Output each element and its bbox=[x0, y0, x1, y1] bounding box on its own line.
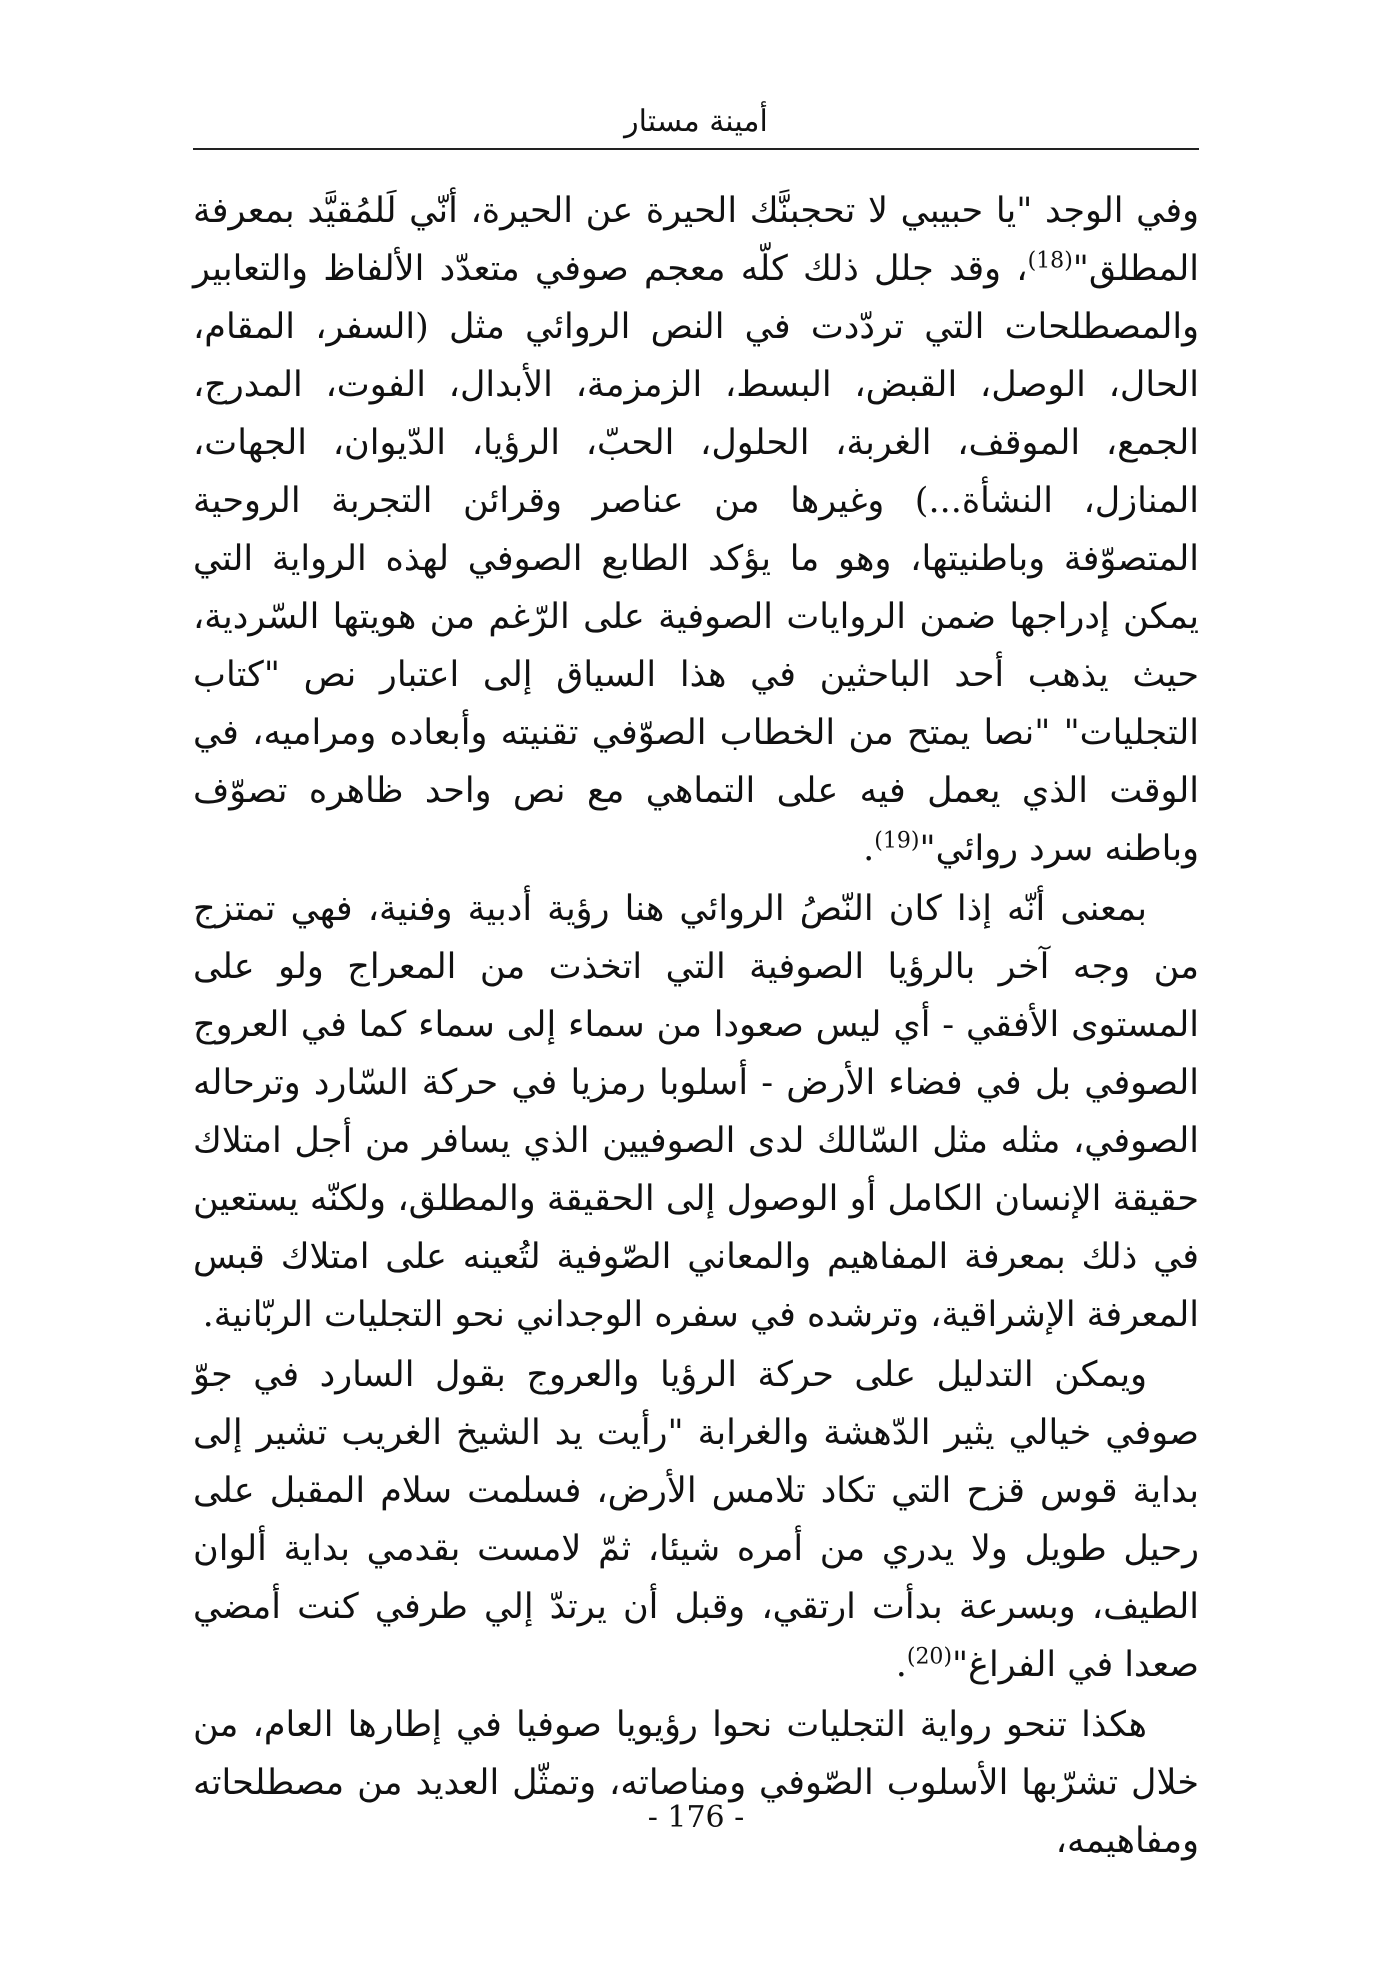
running-header: أمينة مستار bbox=[624, 104, 768, 139]
paragraph-1 bbox=[193, 182, 1199, 878]
paragraph-3-text-end: . bbox=[895, 1645, 907, 1685]
paragraph-1-text-start: وفي الوجد "يا حبيبي لا تحجبنَّك الحيرة عن الحيرة، أنّي لَلمُقيَّد بمعرفة المطلق" bbox=[193, 191, 1199, 289]
paragraph-4 bbox=[193, 1696, 1199, 1870]
paragraph-2-text: بمعنى أنّه إذا كان النّصُ الروائي هنا رؤية أدبية وفنية، فهي تمتزج من وجه آخر بالرؤيا الصوفية التي اتخذت من المعراج ولو على المستوى الأفقي - أي ليس صعودا من سماء إلى سماء كما في العروج الصوفي بل في فضاء الأرض - أسلوبا رمزيا في حركة السّارد وترحاله الصوفي، مثله مثل السّالك لدى الصوفيين الذي يسافر من أجل امتلاك حقيقة الإنسان الكامل أو الوصول إلى الحقيقة والمطلق، ولكنّه يستعين في ذلك بمعرفة المفاهيم والمعاني الصّوفية لتُعينه على امتلاك قبس المعرفة الإشراقية، وترشده في سفره الوجداني نحو التجليات الربّانية. bbox=[193, 889, 1199, 1335]
paragraph-1-text-middle: ، وقد جلل ذلك كلّه معجم صوفي متعدّد الألفاظ والتعابير والمصطلحات التي تردّدت في النص الروائي مثل (السفر، المقام، الحال، الوصل، القبض، البسط، الزمزمة، الأبدال، الفوت، المدرج، الجمع، الموقف، الغربة، الحلول، الحبّ، الرؤيا، الدّيوان، الجهات، المنازل، النشأة...) وغيرها من عناصر وقرائن التجربة الروحية المتصوّفة وباطنيتها، وهو ما يؤكد الطابع الصوفي لهذه الرواية التي يمكن إدراجها ضمن الروايات الصوفية على الرّغم من هويتها السّردية، حيث يذهب أحد الباحثين في هذا السياق إلى اعتبار نص "كتاب التجليات" "نصا يمتح من الخطاب الصوّفي تقنيته وأبعاده ومراميه، في الوقت الذي يعمل فيه على التماهي مع نص واحد ظاهره تصوّف وباطنه سرد روائي" bbox=[193, 249, 1199, 869]
paragraph-3-text-start: ويمكن التدليل على حركة الرؤيا والعروج بقول السارد في جوّ صوفي خيالي يثير الدّهشة والغرابة "رأيت يد الشيخ الغريب تشير إلى بداية قوس قزح التي تكاد تلامس الأرض، فسلمت سلام المقبل على رحيل طويل ولا يدري من أمره شيئا، ثمّ لامست بقدمي بداية ألوان الطيف، وبسرعة بدأت ارتقي، وقبل أن يرتدّ إلي طرفي كنت أمضي صعدا في الفراغ" bbox=[193, 1355, 1199, 1685]
body-text bbox=[193, 182, 1199, 1870]
footnote-ref-19[interactable]: (19) bbox=[874, 828, 920, 854]
paragraph-2 bbox=[193, 880, 1199, 1344]
paragraph-3 bbox=[193, 1346, 1199, 1694]
paragraph-4-text: هكذا تنحو رواية التجليات نحوا رؤيويا صوفيا في إطارها العام، من خلال تشرّبها الأسلوب الصّوفي ومناصاته، وتمثّل العديد من مصطلحاته ومفاهيمه، bbox=[193, 1705, 1199, 1861]
footnote-ref-18[interactable]: (18) bbox=[1027, 248, 1073, 274]
header-divider bbox=[193, 148, 1199, 150]
paragraph-1-text-end: . bbox=[863, 829, 875, 869]
page-number: - 176 - bbox=[647, 1800, 745, 1835]
footnote-ref-20[interactable]: (20) bbox=[906, 1644, 953, 1670]
